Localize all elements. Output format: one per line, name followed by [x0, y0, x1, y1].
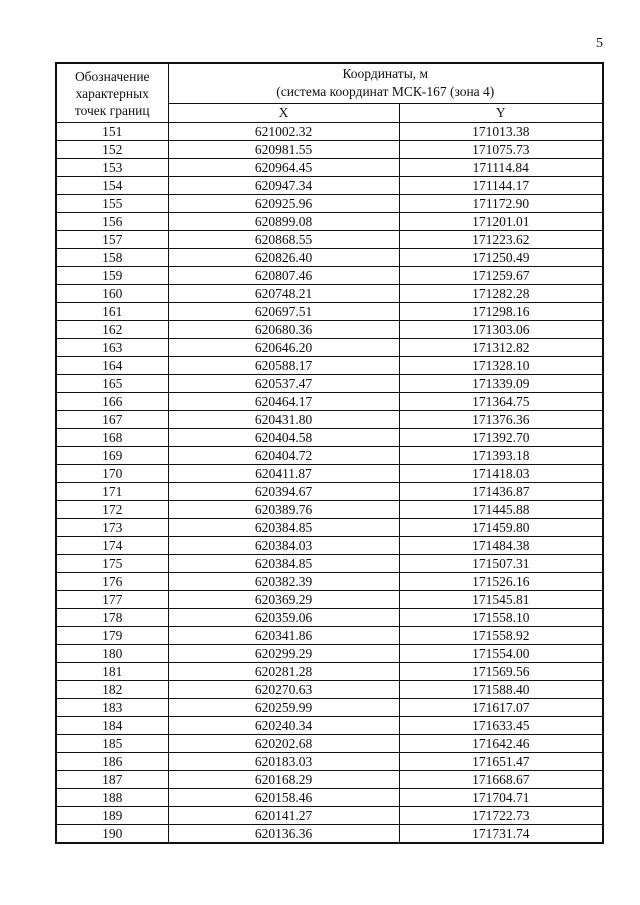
- table-row: [56, 627, 603, 645]
- coordinates-table: [55, 62, 604, 844]
- y-coordinate-cell: 171172.90: [399, 195, 603, 213]
- y-coordinate-cell: 171651.47: [399, 753, 603, 771]
- y-coordinate-cell: 171364.75: [399, 393, 603, 411]
- table-row: [56, 159, 603, 177]
- point-number-cell: 163: [56, 339, 168, 357]
- x-coordinate-cell: 620680.36: [168, 321, 399, 339]
- table-row: [56, 789, 603, 807]
- point-number-cell: 177: [56, 591, 168, 609]
- table-row: [56, 393, 603, 411]
- point-number-cell: 180: [56, 645, 168, 663]
- table-row: [56, 825, 603, 844]
- x-coordinate-cell: 620359.06: [168, 609, 399, 627]
- y-coordinate-cell: 171633.45: [399, 717, 603, 735]
- y-coordinate-cell: 171704.71: [399, 789, 603, 807]
- table-row: [56, 123, 603, 141]
- y-coordinate-cell: 171376.36: [399, 411, 603, 429]
- point-number-cell: 178: [56, 609, 168, 627]
- y-coordinate-cell: 171298.16: [399, 303, 603, 321]
- table-row: [56, 717, 603, 735]
- x-coordinate-cell: 620464.17: [168, 393, 399, 411]
- point-number-cell: 154: [56, 177, 168, 195]
- x-coordinate-cell: 620158.46: [168, 789, 399, 807]
- point-number-cell: 153: [56, 159, 168, 177]
- table-row: [56, 249, 603, 267]
- table-row: [56, 213, 603, 231]
- point-number-cell: 183: [56, 699, 168, 717]
- table-row: [56, 429, 603, 447]
- x-coordinate-cell: 620404.58: [168, 429, 399, 447]
- y-coordinate-cell: 171339.09: [399, 375, 603, 393]
- x-coordinate-cell: 620281.28: [168, 663, 399, 681]
- table-row: [56, 177, 603, 195]
- y-column-header: Y: [399, 103, 603, 122]
- y-coordinate-cell: 171303.06: [399, 321, 603, 339]
- x-coordinate-cell: 620947.34: [168, 177, 399, 195]
- y-coordinate-cell: 171526.16: [399, 573, 603, 591]
- table-row: [56, 357, 603, 375]
- x-coordinate-cell: 620411.87: [168, 465, 399, 483]
- table-row: [56, 195, 603, 213]
- x-coordinate-cell: 620899.08: [168, 213, 399, 231]
- point-number-cell: 187: [56, 771, 168, 789]
- coordinate-system-subtitle: (система координат МСК-167 (зона 4): [276, 84, 495, 100]
- table-row: [56, 231, 603, 249]
- point-header-line-2: характерных: [75, 85, 149, 101]
- y-coordinate-cell: 171201.01: [399, 213, 603, 231]
- point-number-cell: 168: [56, 429, 168, 447]
- y-coordinate-cell: 171459.80: [399, 519, 603, 537]
- x-coordinate-cell: 620389.76: [168, 501, 399, 519]
- y-coordinate-cell: 171418.03: [399, 465, 603, 483]
- point-number-cell: 151: [56, 123, 168, 141]
- point-number-cell: 173: [56, 519, 168, 537]
- point-number-cell: 175: [56, 555, 168, 573]
- point-number-cell: 188: [56, 789, 168, 807]
- point-number-cell: 186: [56, 753, 168, 771]
- y-coordinate-cell: 171392.70: [399, 429, 603, 447]
- x-coordinate-cell: 620431.80: [168, 411, 399, 429]
- table-row: [56, 807, 603, 825]
- table-row: [56, 681, 603, 699]
- point-number-cell: 185: [56, 735, 168, 753]
- x-coordinate-cell: 620183.03: [168, 753, 399, 771]
- table-row: [56, 591, 603, 609]
- y-coordinate-cell: 171328.10: [399, 357, 603, 375]
- x-coordinate-cell: 620537.47: [168, 375, 399, 393]
- table-row: [56, 321, 603, 339]
- y-coordinate-cell: 171436.87: [399, 483, 603, 501]
- x-coordinate-cell: 620341.86: [168, 627, 399, 645]
- x-coordinate-cell: 620981.55: [168, 141, 399, 159]
- point-number-cell: 156: [56, 213, 168, 231]
- point-number-cell: 155: [56, 195, 168, 213]
- y-coordinate-cell: 171144.17: [399, 177, 603, 195]
- y-coordinate-cell: 171569.56: [399, 663, 603, 681]
- x-coordinate-cell: 620748.21: [168, 285, 399, 303]
- x-coordinate-cell: 620964.45: [168, 159, 399, 177]
- point-number-cell: 179: [56, 627, 168, 645]
- y-coordinate-cell: 171558.10: [399, 609, 603, 627]
- x-coordinate-cell: 620299.29: [168, 645, 399, 663]
- x-coordinate-cell: 620404.72: [168, 447, 399, 465]
- table-row: [56, 411, 603, 429]
- x-coordinate-cell: 621002.32: [168, 123, 399, 141]
- x-coordinate-cell: 620925.96: [168, 195, 399, 213]
- x-coordinate-cell: 620141.27: [168, 807, 399, 825]
- x-coordinate-cell: 620394.67: [168, 483, 399, 501]
- table-row: [56, 501, 603, 519]
- table-row: [56, 771, 603, 789]
- point-header-line-3: точек границ: [74, 102, 150, 118]
- table-body: [56, 123, 603, 844]
- y-coordinate-cell: 171393.18: [399, 447, 603, 465]
- x-coordinate-cell: 620369.29: [168, 591, 399, 609]
- table-row: [56, 753, 603, 771]
- point-number-cell: 161: [56, 303, 168, 321]
- point-header-line-1: Обозначение: [74, 68, 150, 84]
- point-number-cell: 174: [56, 537, 168, 555]
- y-coordinate-cell: 171554.00: [399, 645, 603, 663]
- table-row: [56, 303, 603, 321]
- table-row: [56, 285, 603, 303]
- x-coordinate-cell: 620588.17: [168, 357, 399, 375]
- y-coordinate-cell: 171507.31: [399, 555, 603, 573]
- table-row: [56, 555, 603, 573]
- point-designation-header: [56, 63, 168, 123]
- y-coordinate-cell: 171223.62: [399, 231, 603, 249]
- y-coordinate-cell: 171731.74: [399, 825, 603, 844]
- point-number-cell: 164: [56, 357, 168, 375]
- table-row: [56, 573, 603, 591]
- point-number-cell: 157: [56, 231, 168, 249]
- page-number: 5: [596, 36, 603, 51]
- point-number-cell: 171: [56, 483, 168, 501]
- x-coordinate-cell: 620826.40: [168, 249, 399, 267]
- table-row: [56, 537, 603, 555]
- table-row: [56, 645, 603, 663]
- point-number-cell: 160: [56, 285, 168, 303]
- y-coordinate-cell: 171250.49: [399, 249, 603, 267]
- x-coordinate-cell: 620270.63: [168, 681, 399, 699]
- x-coordinate-cell: 620168.29: [168, 771, 399, 789]
- x-coordinate-cell: 620202.68: [168, 735, 399, 753]
- y-coordinate-cell: 171282.28: [399, 285, 603, 303]
- point-number-cell: 159: [56, 267, 168, 285]
- x-coordinate-cell: 620136.36: [168, 825, 399, 844]
- table-row: [56, 519, 603, 537]
- table-header: [56, 63, 603, 123]
- x-coordinate-cell: 620697.51: [168, 303, 399, 321]
- point-number-cell: 190: [56, 825, 168, 844]
- x-coordinate-cell: 620646.20: [168, 339, 399, 357]
- x-coordinate-cell: 620382.39: [168, 573, 399, 591]
- table-row: [56, 699, 603, 717]
- x-coordinate-cell: 620384.85: [168, 555, 399, 573]
- point-number-cell: 176: [56, 573, 168, 591]
- table-row: [56, 735, 603, 753]
- x-coordinate-cell: 620259.99: [168, 699, 399, 717]
- point-number-cell: 172: [56, 501, 168, 519]
- table-row: [56, 465, 603, 483]
- x-coordinate-cell: 620240.34: [168, 717, 399, 735]
- table-row: [56, 663, 603, 681]
- y-coordinate-cell: 171588.40: [399, 681, 603, 699]
- y-coordinate-cell: 171617.07: [399, 699, 603, 717]
- y-coordinate-cell: 171259.67: [399, 267, 603, 285]
- point-number-cell: 181: [56, 663, 168, 681]
- y-coordinate-cell: 171484.38: [399, 537, 603, 555]
- x-column-header: X: [168, 103, 399, 122]
- point-number-cell: 189: [56, 807, 168, 825]
- point-number-cell: 184: [56, 717, 168, 735]
- point-number-cell: 166: [56, 393, 168, 411]
- table-row: [56, 375, 603, 393]
- x-coordinate-cell: 620384.03: [168, 537, 399, 555]
- x-coordinate-cell: 620384.85: [168, 519, 399, 537]
- table-row: [56, 267, 603, 285]
- point-number-cell: 165: [56, 375, 168, 393]
- table-row: [56, 447, 603, 465]
- point-number-cell: 158: [56, 249, 168, 267]
- y-coordinate-cell: 171075.73: [399, 141, 603, 159]
- y-coordinate-cell: 171642.46: [399, 735, 603, 753]
- y-coordinate-cell: 171722.73: [399, 807, 603, 825]
- table-row: [56, 483, 603, 501]
- y-coordinate-cell: 171545.81: [399, 591, 603, 609]
- coordinates-header: [168, 63, 603, 103]
- point-number-cell: 167: [56, 411, 168, 429]
- y-coordinate-cell: 171114.84: [399, 159, 603, 177]
- point-number-cell: 162: [56, 321, 168, 339]
- y-coordinate-cell: 171668.67: [399, 771, 603, 789]
- point-number-cell: 169: [56, 447, 168, 465]
- y-coordinate-cell: 171312.82: [399, 339, 603, 357]
- table-row: [56, 339, 603, 357]
- point-number-cell: 152: [56, 141, 168, 159]
- y-coordinate-cell: 171445.88: [399, 501, 603, 519]
- y-coordinate-cell: 171558.92: [399, 627, 603, 645]
- point-number-cell: 182: [56, 681, 168, 699]
- table-row: [56, 141, 603, 159]
- y-coordinate-cell: 171013.38: [399, 123, 603, 141]
- coordinates-title: Координаты, м: [342, 66, 429, 82]
- table-row: [56, 609, 603, 627]
- x-coordinate-cell: 620868.55: [168, 231, 399, 249]
- x-coordinate-cell: 620807.46: [168, 267, 399, 285]
- point-number-cell: 170: [56, 465, 168, 483]
